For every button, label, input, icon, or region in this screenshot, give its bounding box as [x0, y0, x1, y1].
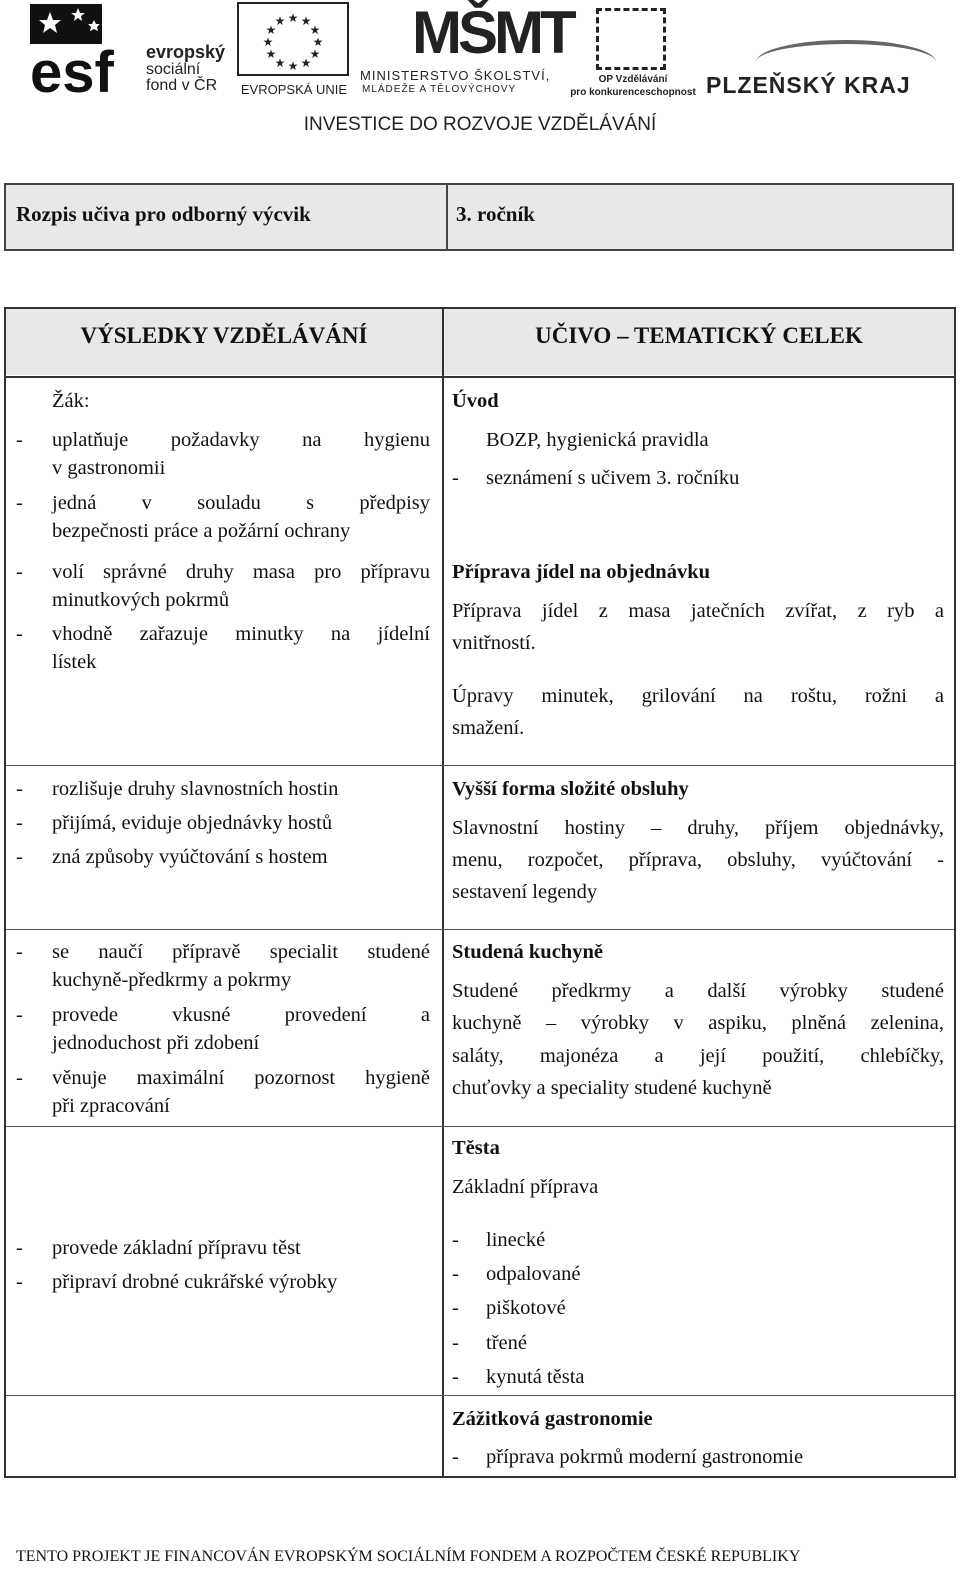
outcome-item: lístek — [52, 651, 97, 673]
student-label: Žák: — [52, 390, 90, 412]
bullet-dash: - — [16, 778, 23, 800]
topic-text: Studené předkrmy a další výrobky studené — [452, 980, 944, 1002]
topic-item: kynutá těsta — [486, 1366, 585, 1388]
svg-text:★: ★ — [265, 23, 277, 37]
op-logo — [568, 4, 698, 98]
esf-line2: sociální — [146, 61, 201, 78]
title-right: 3. ročník — [456, 202, 535, 226]
svg-text:★: ★ — [274, 56, 286, 70]
topic-text: smažení. — [452, 717, 525, 739]
row-divider — [6, 929, 954, 930]
svg-text:★: ★ — [312, 35, 324, 49]
outcome-item: vhodně zařazuje minutky na jídelní — [52, 623, 430, 645]
eu-logo — [235, 2, 351, 98]
op-line2: pro konkurenceschopnost — [570, 87, 696, 98]
outcome-item: provede základní přípravu těst — [52, 1237, 301, 1259]
row-divider — [6, 765, 954, 766]
topic-item: seznámení s učivem 3. ročníku — [486, 467, 740, 489]
bullet-dash: - — [16, 1237, 23, 1259]
outcome-item: v gastronomii — [52, 457, 166, 479]
svg-text:★: ★ — [265, 47, 277, 61]
title-left-cell — [6, 185, 448, 249]
svg-text:esf: esf — [30, 40, 114, 96]
footer-text: TENTO PROJEKT JE FINANCOVÁN EVROPSKÝM SOCIÁLNÍM FONDEM A ROZPOČTEM ČESKÉ REPUBLIKY — [16, 1548, 801, 1565]
outcome-item: připraví drobné cukrářské výrobky — [52, 1271, 338, 1293]
header-right: UČIVO – TEMATICKÝ CELEK — [535, 323, 863, 348]
topic-text: saláty, majonéza a její použití, chlebíčky, — [452, 1045, 944, 1067]
topic-title: Příprava jídel na objednávku — [452, 561, 710, 583]
outcome-item: provede vkusné provedení a — [52, 1004, 430, 1026]
topic-title: Zážitková gastronomie — [452, 1408, 653, 1430]
header-left-cell — [6, 309, 442, 375]
bullet-dash: - — [16, 561, 23, 583]
outcome-item: kuchyně-předkrmy a pokrmy — [52, 969, 292, 991]
bullet-dash: - — [452, 1366, 459, 1388]
topic-text: Příprava jídel z masa jatečních zvířat, z ryb a — [452, 600, 944, 622]
bullet-dash: - — [452, 1332, 459, 1354]
outcome-item: minutkových pokrmů — [52, 589, 230, 611]
pk-label: PLZEŇSKÝ KRAJ — [706, 72, 911, 98]
tagline-text: INVESTICE DO ROZVOJE VZDĚLÁVÁNÍ — [303, 114, 657, 135]
topic-item: linecké — [486, 1229, 546, 1251]
topic-text: Základní příprava — [452, 1176, 599, 1198]
topic-item: piškotové — [486, 1297, 566, 1319]
svg-text:★: ★ — [262, 35, 274, 49]
svg-text:★: ★ — [287, 59, 299, 73]
eu-flag-icon — [237, 2, 349, 76]
outcome-item: jednoduchost při zdobení — [52, 1032, 260, 1054]
outcome-item: bezpečnosti práce a požární ochrany — [52, 520, 351, 542]
topic-item: třené — [486, 1332, 527, 1354]
eu-label: EVROPSKÁ UNIE — [240, 82, 348, 97]
topic-item: příprava pokrmů moderní gastronomie — [486, 1446, 804, 1468]
bullet-dash: - — [452, 467, 459, 489]
outcome-item: rozlišuje druhy slavnostních hostin — [52, 778, 339, 800]
esf-mark-icon — [30, 4, 140, 96]
outcome-item: věnuje maximální pozornost hygieně — [52, 1067, 430, 1089]
bullet-dash: - — [16, 429, 23, 451]
row-divider — [444, 1395, 954, 1396]
bullet-dash: - — [16, 492, 23, 514]
outcome-item: jedná v souladu s předpisy — [52, 492, 430, 514]
topic-text: vnitřností. — [452, 632, 536, 654]
header-divider — [6, 376, 954, 378]
outcome-item: uplatňuje požadavky na hygienu — [52, 429, 430, 451]
topic-text: Úpravy minutek, grilování na roštu, rožni a — [452, 685, 944, 707]
bullet-dash: - — [16, 941, 23, 963]
msmt-mark: MŠMT — [412, 0, 573, 66]
bullet-dash: - — [452, 1446, 459, 1468]
esf-label — [146, 44, 225, 94]
msmt-logo — [360, 0, 573, 98]
topic-title: Úvod — [452, 390, 499, 412]
bullet-dash: - — [16, 1271, 23, 1293]
outcome-item: při zpracování — [52, 1095, 170, 1117]
bullet-dash: - — [16, 1004, 23, 1026]
header-left: VÝSLEDKY VZDĚLÁVÁNÍ — [80, 323, 368, 348]
outcome-item: volí správné druhy masa pro přípravu — [52, 561, 430, 583]
topic-text: menu, rozpočet, příprava, obsluhy, vyúčtování - — [452, 849, 944, 871]
svg-text:★: ★ — [274, 14, 286, 28]
topic-title: Studená kuchyně — [452, 941, 603, 963]
bullet-dash: - — [452, 1229, 459, 1251]
bullet-dash: - — [452, 1297, 459, 1319]
op-mark-icon — [596, 8, 666, 70]
topic-text: chuťovky a speciality studené kuchyně — [452, 1077, 772, 1099]
esf-line1: evropský — [146, 42, 226, 62]
column-divider — [442, 309, 444, 1476]
bullet-dash: - — [16, 812, 23, 834]
header-right-cell — [444, 309, 954, 375]
title-table — [4, 183, 954, 251]
topic-title: Těsta — [452, 1137, 500, 1159]
topic-title: Vyšší forma složité obsluhy — [452, 778, 689, 800]
svg-text:★: ★ — [300, 14, 312, 28]
bullet-dash: - — [16, 846, 23, 868]
bullet-dash: - — [16, 623, 23, 645]
topic-item: odpalované — [486, 1263, 581, 1285]
topic-text: Slavnostní hostiny – druhy, příjem objednávky, — [452, 817, 944, 839]
row-divider — [6, 1126, 954, 1127]
bullet-dash: - — [452, 1263, 459, 1285]
op-line1: OP Vzdělávání — [598, 74, 668, 85]
msmt-line1: MINISTERSTVO ŠKOLSTVÍ, — [360, 68, 551, 83]
curriculum-table — [4, 307, 956, 1478]
outcome-item: přijímá, eviduje objednávky hostů — [52, 812, 333, 834]
title-right-cell — [446, 185, 952, 249]
esf-logo — [30, 4, 140, 96]
esf-line3: fond v ČR — [146, 77, 218, 94]
outcome-item: se naučí přípravě specialit studené — [52, 941, 430, 963]
tagline — [0, 114, 960, 136]
topic-text: BOZP, hygienická pravidla — [486, 429, 709, 451]
svg-text:★: ★ — [300, 56, 312, 70]
msmt-line2: MLÁDEŽE A TĚLOVÝCHOVY — [362, 84, 517, 95]
svg-text:★: ★ — [287, 11, 299, 25]
title-left: Rozpis učiva pro odborný výcvik — [16, 202, 311, 226]
svg-text:★: ★ — [309, 47, 321, 61]
topic-text: kuchyně – výrobky v aspiku, plněná zelenina, — [452, 1012, 944, 1034]
outcome-item: zná způsoby vyúčtování s hostem — [52, 846, 328, 868]
topic-text: sestavení legendy — [452, 881, 598, 903]
bullet-dash: - — [16, 1067, 23, 1089]
svg-text:★: ★ — [309, 23, 321, 37]
